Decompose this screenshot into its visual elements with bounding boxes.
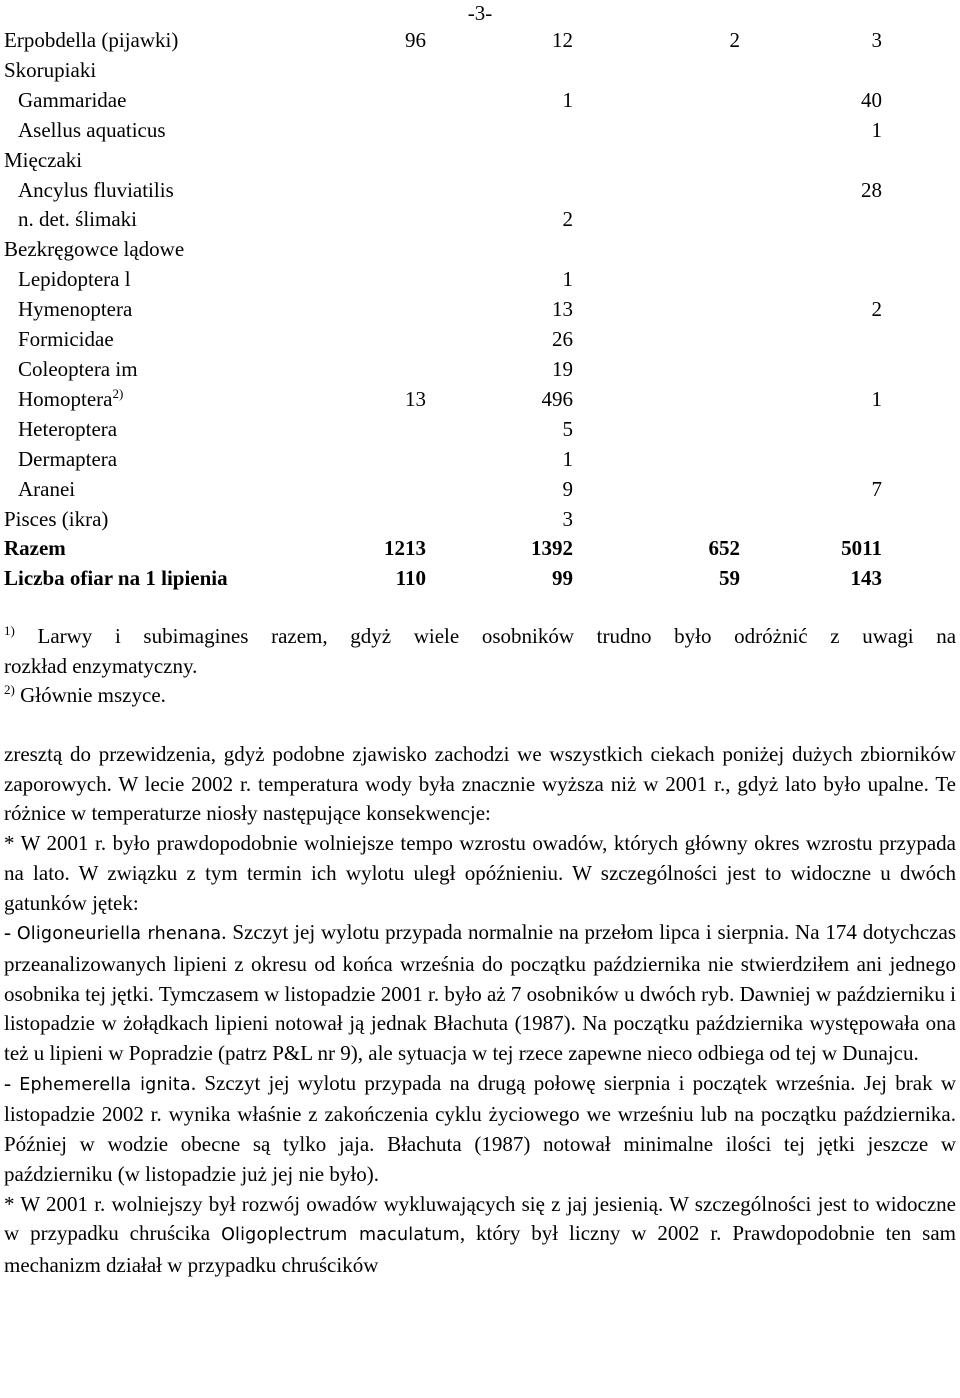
value-cell xyxy=(573,235,740,265)
value-cell: 5 xyxy=(562,416,573,441)
row-label-text: Coleoptera im xyxy=(18,356,138,381)
paragraph-3-text: . Szczyt jej wylotu przypada normalnie na przełom lipca i sierpnia. Na 174 dotychczas przeanalizowanych lipieni z okresu od końca września do początku października nie stwierdziłem ani jednego osobnika tej jętki. Tymczasem w listopadzie 2001 r. było aż 7 osobników u dwóch ryb. Dawniej w październiku i listopadzie w żołądkach lipieni notował ją jednak Błachuta (1987). Na początku października występowała ona też u lipieni w Popradzie (patrz P&L nr 9), ale sytuacja w tej rzece zapewne nieco odbiega od tej w Dunajcu. xyxy=(4,920,956,1066)
value-cell xyxy=(740,415,882,445)
row-label-text: Hymenoptera xyxy=(18,297,133,322)
row-label xyxy=(4,146,304,176)
value-cell: 1 xyxy=(562,446,573,471)
value-cell xyxy=(573,146,740,176)
row-label xyxy=(4,116,304,146)
value-cell xyxy=(740,505,882,535)
paragraph-2: * W 2001 r. było prawdopodobnie wolniejsze tempo wzrostu owadów, których główny okres wzrostu przypada na lato. W związku z tym termin ich wylotu uległ opóźnieniu. W szczególności jest to widoczne u dwóch gatunków jętek: xyxy=(4,831,956,915)
value-cell xyxy=(573,325,740,355)
row-label-text: Gammaridae xyxy=(18,87,127,112)
value-cell: 143 xyxy=(850,566,882,591)
value-cell xyxy=(304,415,426,445)
row-label-text: Mięczaki xyxy=(4,147,83,172)
table-row xyxy=(4,116,882,146)
row-label-text: Skorupiaki xyxy=(4,57,97,82)
value-cell: 12 xyxy=(552,28,573,52)
value-cell: 26 xyxy=(552,327,573,352)
value-cell: 1 xyxy=(562,267,573,292)
row-label-text: Heteroptera xyxy=(18,416,118,441)
row-label xyxy=(4,26,304,56)
value-cell: 40 xyxy=(861,87,882,112)
row-label xyxy=(4,176,304,206)
paragraph-5 xyxy=(4,1190,956,1281)
table-row xyxy=(4,265,882,295)
value-cell xyxy=(740,325,882,355)
value-cell: 59 xyxy=(719,566,740,591)
value-cell xyxy=(426,146,573,176)
value-cell xyxy=(573,176,740,206)
footnote-2 xyxy=(4,681,956,711)
body-text xyxy=(4,740,956,1281)
value-cell: 99 xyxy=(552,566,573,591)
paragraph-3: - Oligoneuriella rhenana. Szczyt jej wylotu przypada normalnie na przełom lipca i sierpnia. Na 174 dotychczas przeanalizowanych lipieni z okresu od końca września do początku października nie stwierdziłem ani jednego osobnika tej jętki. Tymczasem w listopadzie 2001 r. było aż 7 osobników u dwóch ryb. Dawniej w październiku i listopadzie w żołądkach lipieni notował ją jednak Błachuta (1987). Na początku października występowała ona też u lipieni w Popradzie (patrz P&L nr 9), ale sytuacja w tej rzece zapewne nieco odbiega od tej w Dunajcu. xyxy=(4,920,956,1066)
value-cell: 19 xyxy=(552,356,573,381)
row-label xyxy=(4,56,304,86)
value-cell xyxy=(304,205,426,235)
row-label xyxy=(4,265,304,295)
prey-table xyxy=(4,26,882,594)
value-cell: 7 xyxy=(871,476,882,501)
value-cell: 13 xyxy=(405,386,426,411)
value-cell xyxy=(426,116,573,146)
row-label-text: Aranei xyxy=(18,476,76,501)
value-cell: 3 xyxy=(562,506,573,531)
value-cell: 13 xyxy=(552,297,573,322)
value-cell xyxy=(573,355,740,385)
footnote-1-mark: 1) xyxy=(4,623,15,638)
row-label xyxy=(4,564,304,594)
value-cell xyxy=(304,56,426,86)
row-label xyxy=(4,235,304,265)
table-row xyxy=(4,475,882,505)
value-cell xyxy=(304,86,426,116)
table-row xyxy=(4,534,882,564)
value-cell: 5011 xyxy=(841,536,882,561)
row-label-text: Razem xyxy=(4,536,66,561)
species-name: Oligoplectrum maculatum xyxy=(221,1225,460,1246)
value-cell: 496 xyxy=(541,386,573,411)
value-cell xyxy=(304,265,426,295)
table-row xyxy=(4,445,882,475)
table-row xyxy=(4,385,882,415)
value-cell: 1 xyxy=(562,87,573,112)
value-cell xyxy=(573,415,740,445)
value-cell xyxy=(304,116,426,146)
value-cell: 28 xyxy=(861,177,882,202)
row-label xyxy=(4,475,304,505)
value-cell xyxy=(304,176,426,206)
value-cell: 1 xyxy=(871,117,882,142)
row-label xyxy=(4,385,304,415)
value-cell xyxy=(426,56,573,86)
value-cell xyxy=(426,176,573,206)
row-label xyxy=(4,295,304,325)
value-cell xyxy=(304,146,426,176)
value-cell xyxy=(740,146,882,176)
value-cell xyxy=(573,295,740,325)
table-row xyxy=(4,56,882,86)
value-cell: 110 xyxy=(395,566,426,591)
row-label xyxy=(4,445,304,475)
table-row xyxy=(4,86,882,116)
value-cell xyxy=(740,355,882,385)
value-cell xyxy=(740,445,882,475)
paragraph-4-text: . Szczyt jej wylotu przypada na drugą połowę sierpnia i początek września. Jej brak w listopadzie 2002 r. wynika właśnie z zakończenia cyklu życiowego we wrześniu lub na początku października. Później w wodzie obecne są tylko jaja. Błachuta (1987) notował minimalne ilości tej jętki jeszcze w październiku (w listopadzie już jej nie było). xyxy=(4,1070,956,1186)
footnotes xyxy=(4,622,956,711)
row-label-text: Homoptera xyxy=(18,386,113,411)
table-row xyxy=(4,355,882,385)
value-cell xyxy=(304,325,426,355)
row-label xyxy=(4,505,304,535)
table-row xyxy=(4,205,882,235)
value-cell xyxy=(573,56,740,86)
species-name: Oligoneuriella rhenana xyxy=(16,924,222,945)
value-cell xyxy=(573,205,740,235)
row-label-text: Ancylus fluviatilis xyxy=(18,177,174,202)
row-label xyxy=(4,86,304,116)
row-label-text: Asellus aquaticus xyxy=(18,117,166,142)
value-cell: 96 xyxy=(405,28,426,52)
footnote-2-text: Głównie mszyce. xyxy=(20,683,166,708)
value-cell: 652 xyxy=(708,536,740,561)
value-cell: 2 xyxy=(562,207,573,232)
value-cell xyxy=(426,235,573,265)
row-label xyxy=(4,205,304,235)
value-cell xyxy=(573,116,740,146)
table-row xyxy=(4,505,882,535)
value-cell xyxy=(304,235,426,265)
table-row xyxy=(4,564,882,594)
row-label-text: n. det. ślimaki xyxy=(18,207,137,232)
value-cell xyxy=(740,265,882,295)
value-cell xyxy=(573,265,740,295)
value-cell: 1213 xyxy=(384,536,426,561)
table-row xyxy=(4,325,882,355)
species-name: Ephemerella ignita xyxy=(19,1074,191,1095)
table-row xyxy=(4,176,882,206)
prey-table-body xyxy=(4,26,882,594)
row-label xyxy=(4,325,304,355)
value-cell xyxy=(304,445,426,475)
row-label-text: Liczba ofiar na 1 lipienia xyxy=(4,566,228,591)
row-label-text: Erpobdella (pijawki) xyxy=(4,28,179,52)
table-row xyxy=(4,415,882,445)
value-cell xyxy=(573,86,740,116)
page-number: -3- xyxy=(467,1,493,25)
value-cell: 1 xyxy=(871,386,882,411)
row-label-text: Lepidoptera l xyxy=(18,267,131,292)
paragraph-4: - Ephemerella ignita. Szczyt jej wylotu przypada na drugą połowę sierpnia i początek września. Jej brak w listopadzie 2002 r. wynika właśnie z zakończenia cyklu życiowego we wrześniu lub na początku października. Później w wodzie obecne są tylko jaja. Błachuta (1987) notował minimalne ilości tej jętki jeszcze w październiku (w listopadzie już jej nie było). xyxy=(4,1070,956,1186)
value-cell xyxy=(740,56,882,86)
value-cell xyxy=(740,205,882,235)
table-row xyxy=(4,26,882,56)
row-label-text: Pisces (ikra) xyxy=(4,506,109,531)
value-cell xyxy=(304,355,426,385)
row-label-text: Dermaptera xyxy=(18,446,118,471)
table-row xyxy=(4,146,882,176)
value-cell: 1392 xyxy=(531,536,573,561)
footnote-ref: 2) xyxy=(112,385,124,401)
paragraph-1: zresztą do przewidzenia, gdyż podobne zjawisko zachodzi we wszystkich ciekach poniżej dużych zbiorników zaporowych. W lecie 2002 r. temperatura wody była znacznie wyższa niż w 2001 r., gdyż lato było upalne. Te różnice w temperaturze niosły następujące konsekwencje: xyxy=(4,742,956,826)
value-cell xyxy=(304,505,426,535)
value-cell xyxy=(573,445,740,475)
row-label-text: Bezkręgowce lądowe xyxy=(4,237,185,262)
footnote-1-line1: Larwy i subimagines razem, gdyż wiele osobników trudno było odróżnić z uwagi na xyxy=(37,624,957,648)
value-cell xyxy=(304,475,426,505)
footnote-1-cont: rozkład enzymatyczny. xyxy=(4,653,198,678)
row-label-text: Formicidae xyxy=(18,327,114,352)
footnote-1 xyxy=(4,622,956,652)
value-cell xyxy=(573,385,740,415)
row-label xyxy=(4,534,304,564)
paragraph-5-text-end: , który był liczny w 2002 r. Prawdopodobnie ten sam mechanizm działał w przypadku chruścików xyxy=(4,1221,956,1277)
value-cell xyxy=(573,505,740,535)
value-cell: 9 xyxy=(562,476,573,501)
value-cell xyxy=(740,235,882,265)
row-label xyxy=(4,355,304,385)
row-label xyxy=(4,415,304,445)
table-row xyxy=(4,235,882,265)
paragraph-5-text: * W 2001 r. wolniejszy był rozwój owadów wykluwających się z jaj jesienią. W szczególności jest to widoczne w przypadku chruścika xyxy=(4,1191,956,1246)
footnote-2-mark: 2) xyxy=(4,682,15,698)
table-row xyxy=(4,295,882,325)
value-cell: 3 xyxy=(871,28,882,52)
value-cell: 2 xyxy=(729,28,740,52)
value-cell xyxy=(304,295,426,325)
value-cell xyxy=(573,475,740,505)
value-cell: 2 xyxy=(871,297,882,322)
